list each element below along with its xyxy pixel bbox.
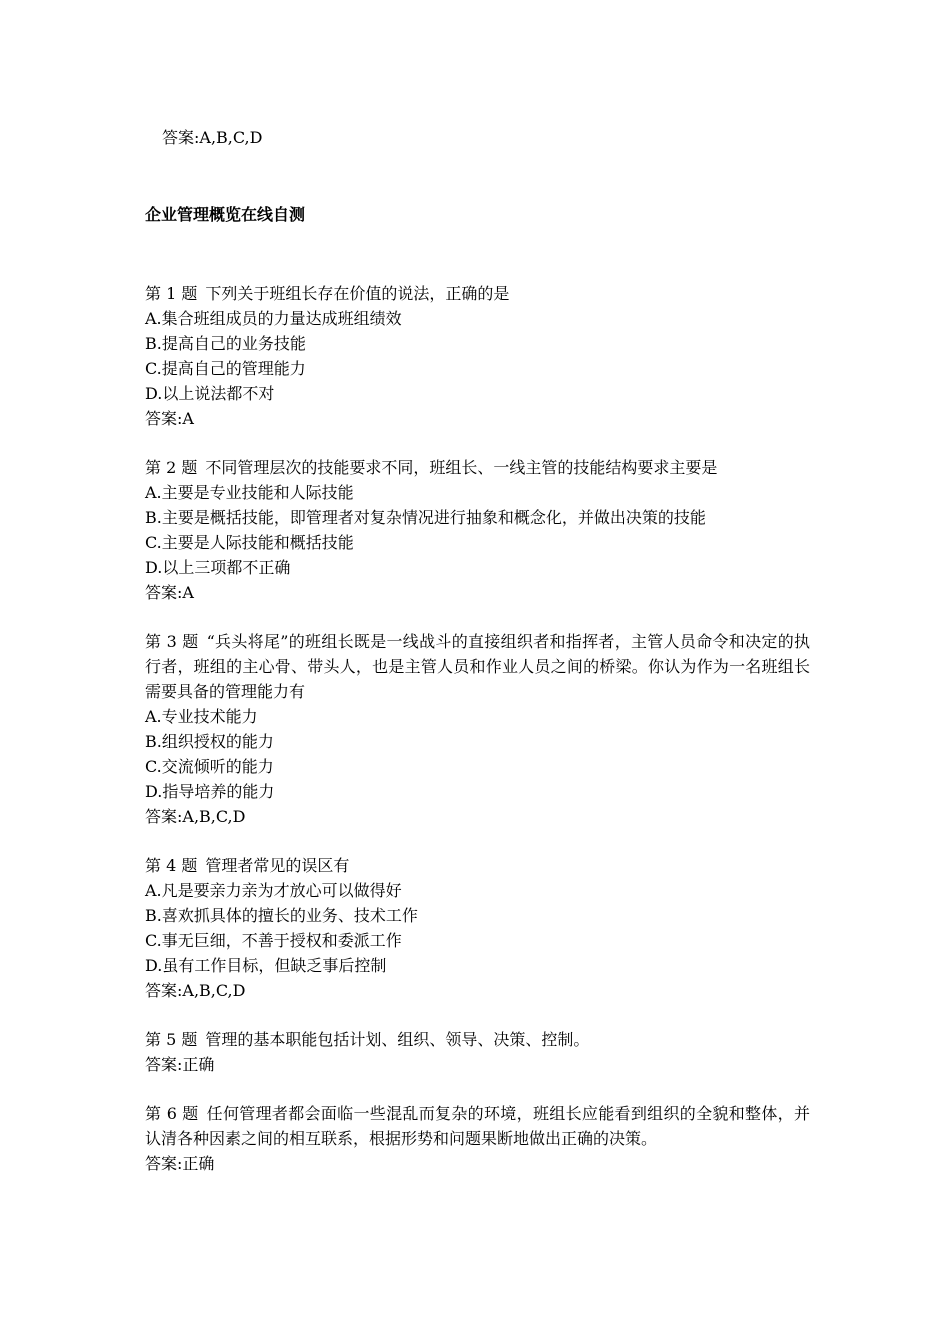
option-a: A.专业技术能力	[145, 707, 258, 726]
question-3	[145, 629, 810, 829]
question-number: 第 3 题	[145, 632, 199, 651]
question-text: 下列关于班组长存在价值的说法，正确的是	[205, 284, 510, 303]
option-a: A.集合班组成员的力量达成班组绩效	[145, 309, 402, 328]
question-text: 不同管理层次的技能要求不同，班组长、一线主管的技能结构要求主要是	[205, 458, 718, 477]
question-5	[145, 1027, 810, 1077]
section-title: 企业管理概览在线自测	[145, 205, 306, 224]
option-a: A.凡是要亲力亲为才放心可以做得好	[145, 881, 402, 900]
previous-answer: 答案:A,B,C,D	[162, 128, 263, 147]
option-d: D.虽有工作目标，但缺乏事后控制	[145, 956, 387, 975]
option-a: A.主要是专业技能和人际技能	[145, 483, 354, 502]
option-c: C.主要是人际技能和概括技能	[145, 533, 354, 552]
answer: 答案:正确	[145, 1154, 215, 1173]
question-stem	[145, 1027, 810, 1052]
question-stem	[145, 1101, 810, 1151]
option-c: C.交流倾听的能力	[145, 757, 274, 776]
option-d: D.指导培养的能力	[145, 782, 275, 801]
option-d: D.以上说法都不对	[145, 384, 275, 403]
question-number: 第 5 题	[145, 1030, 198, 1049]
question-text: 管理的基本职能包括计划、组织、领导、决策、控制。	[205, 1030, 590, 1049]
option-c: C.提高自己的管理能力	[145, 359, 306, 378]
question-2	[145, 455, 810, 605]
question-number: 第 1 题	[145, 284, 198, 303]
option-c: C.事无巨细，不善于授权和委派工作	[145, 931, 402, 950]
option-b: B.喜欢抓具体的擅长的业务、技术工作	[145, 906, 418, 925]
option-b: B.提高自己的业务技能	[145, 334, 306, 353]
question-stem	[145, 455, 810, 480]
question-text: “兵头将尾”的班组长既是一线战斗的直接组织者和指挥者，主管人员命令和决定的执行者，班组的主心骨、带头人，也是主管人员和作业人员之间的桥梁。你认为作为一名班组长需要具备的管理能力有	[145, 632, 810, 701]
question-number: 第 2 题	[145, 458, 198, 477]
option-b: B.主要是概括技能，即管理者对复杂情况进行抽象和概念化，并做出决策的技能	[145, 508, 706, 527]
question-stem	[145, 629, 810, 704]
question-stem	[145, 853, 810, 878]
question-1	[145, 281, 810, 431]
question-number: 第 6 题	[145, 1104, 199, 1123]
question-6	[145, 1101, 810, 1176]
answer: 答案:A,B,C,D	[145, 807, 246, 826]
option-b: B.组织授权的能力	[145, 732, 274, 751]
question-number: 第 4 题	[145, 856, 198, 875]
option-d: D.以上三项都不正确	[145, 558, 291, 577]
answer: 答案:A,B,C,D	[145, 981, 246, 1000]
question-text: 任何管理者都会面临一些混乱而复杂的环境，班组长应能看到组织的全貌和整体，并认清各种因素之间的相互联系，根据形势和问题果断地做出正确的决策。	[145, 1104, 810, 1148]
question-stem	[145, 281, 810, 306]
answer: 答案:A	[145, 583, 194, 602]
answer: 答案:A	[145, 409, 194, 428]
question-4	[145, 853, 810, 1003]
question-text: 管理者常见的误区有	[205, 856, 350, 875]
question-list	[145, 281, 810, 1200]
answer: 答案:正确	[145, 1055, 215, 1074]
